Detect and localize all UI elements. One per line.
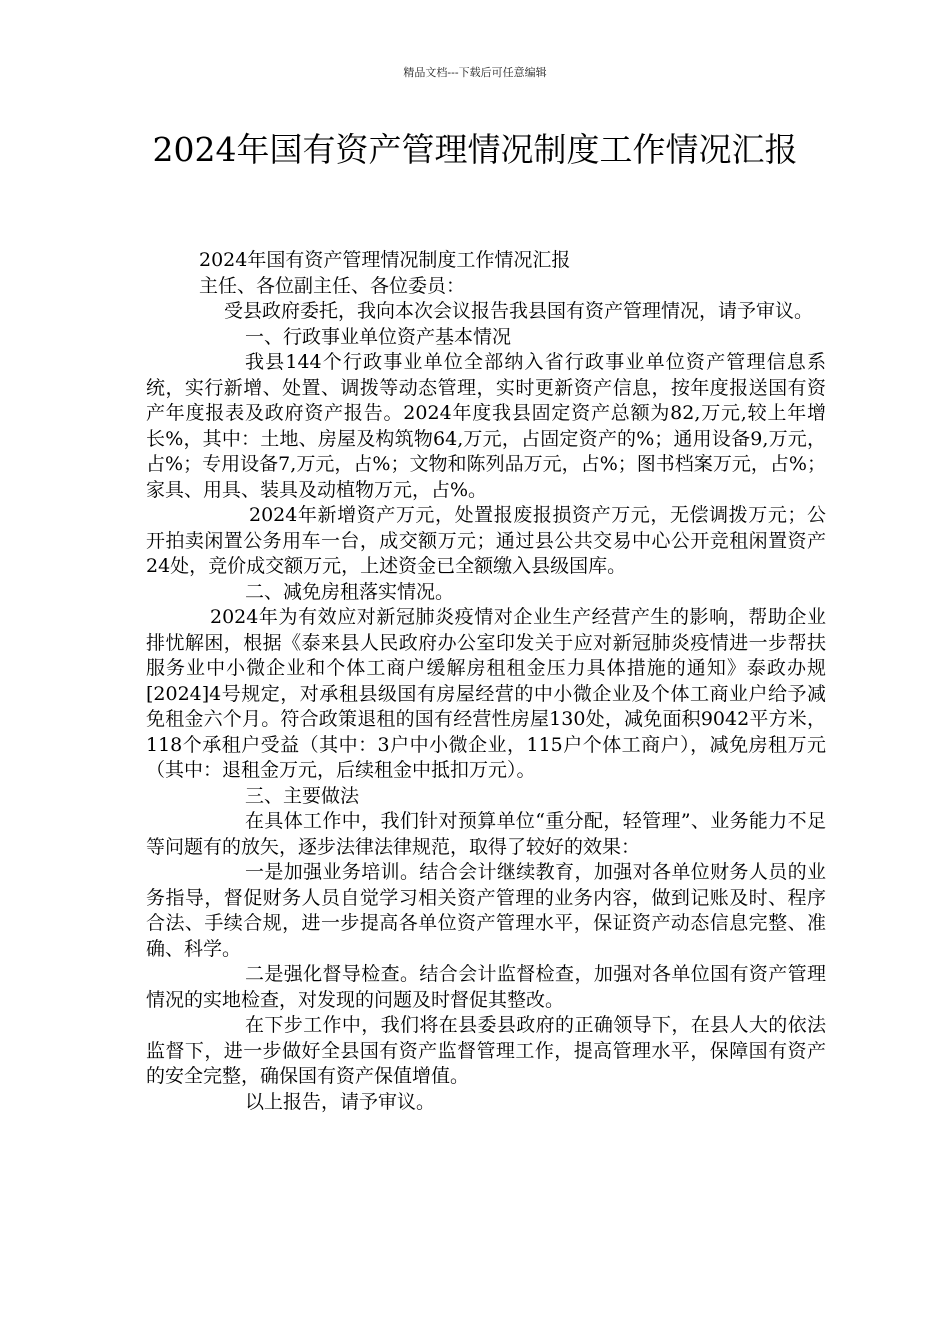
salutation-paragraph: 主任、各位副主任、各位委员：: [199, 274, 466, 297]
document-body: [146, 248, 826, 1115]
section-3-point-1: 一是加强业务培训。结合会计继续教育，加强对各单位财务人员的业务指导，督促财务人员自觉学习相关资产管理的业务内容，做到记账及时、程序合法、手续合规，进一步提高各单位资产管理水平，保证资产动态信息完整、准确、科学。: [146, 861, 826, 960]
intro-paragraph: 受县政府委托，我向本次会议报告我县国有资产管理情况，请予审议。: [224, 300, 814, 322]
section-3-point-2: 二是强化督导检查。结合会计监督检查，加强对各单位国有资产管理情况的实地检查，对发现的问题及时督促其整改。: [146, 963, 826, 1011]
document-title: 2024年国有资产管理情况制度工作情况汇报: [152, 130, 798, 169]
section-2-paragraph: 2024年为有效应对新冠肺炎疫情对企业生产经营产生的影响，帮助企业排忧解困，根据《泰来县人民政府办公室印发关于应对新冠肺炎疫情进一步帮扶服务业中小微企业和个体工商户缓解房租租金压力具体措施的通知》泰政办规[2024]4号规定，对承租县级国有房屋经营的中小微企业及个体工商业户给予减免租金六个月。符合政策退租的国有经营性房屋130处，减免面积9042平方米，118个承租户受益（其中：3户中小微企业，115户个体工商户），减免房租万元（其中：退租金万元，后续租金中抵扣万元）。: [146, 606, 826, 781]
section-1-paragraph-2: 2024年新增资产万元，处置报废报损资产万元，无偿调拨万元；公开拍卖闲置公务用车一台，成交额万元；通过县公共交易中心公开竞租闲置资产24处，竞价成交额万元，上述资金已全额缴入县级国库。: [146, 504, 826, 577]
section-1-heading: 一、行政事业单位资产基本情况: [245, 325, 512, 348]
section-2-heading: 二、减免房租落实情况。: [245, 580, 455, 603]
next-steps-paragraph: 在下步工作中，我们将在县委县政府的正确领导下，在县人大的依法监督下，进一步做好全县国有资产监督管理工作，提高管理水平，保障国有资产的安全完整，确保国有资产保值增值。: [146, 1014, 826, 1087]
page-header-note: 精品文档---下载后可任意编辑: [403, 66, 547, 79]
closing-paragraph: 以上报告，请予审议。: [245, 1090, 436, 1113]
section-1-paragraph-1: 我县144个行政事业单位全部纳入省行政事业单位资产管理信息系统，实行新增、处置、调拨等动态管理，实时更新资产信息，按年度报送国有资产年度报表及政府资产报告。2024年度我县固定资产总额为82,万元,较上年增长%，其中：土地、房屋及构筑物64,万元，占固定资产的%；通用设备9,万元，占%；专用设备7,万元，占%；文物和陈列品万元，占%；图书档案万元，占%；家具、用具、装具及动植物万元，占%。: [146, 351, 826, 501]
section-3-intro: 在具体工作中，我们针对预算单位“重分配，轻管理”、业务能力不足等问题有的放矢，逐步法律法律规范，取得了较好的效果：: [146, 810, 826, 858]
subtitle-paragraph: 2024年国有资产管理情况制度工作情况汇报: [199, 249, 571, 271]
section-3-heading: 三、主要做法: [245, 784, 360, 807]
